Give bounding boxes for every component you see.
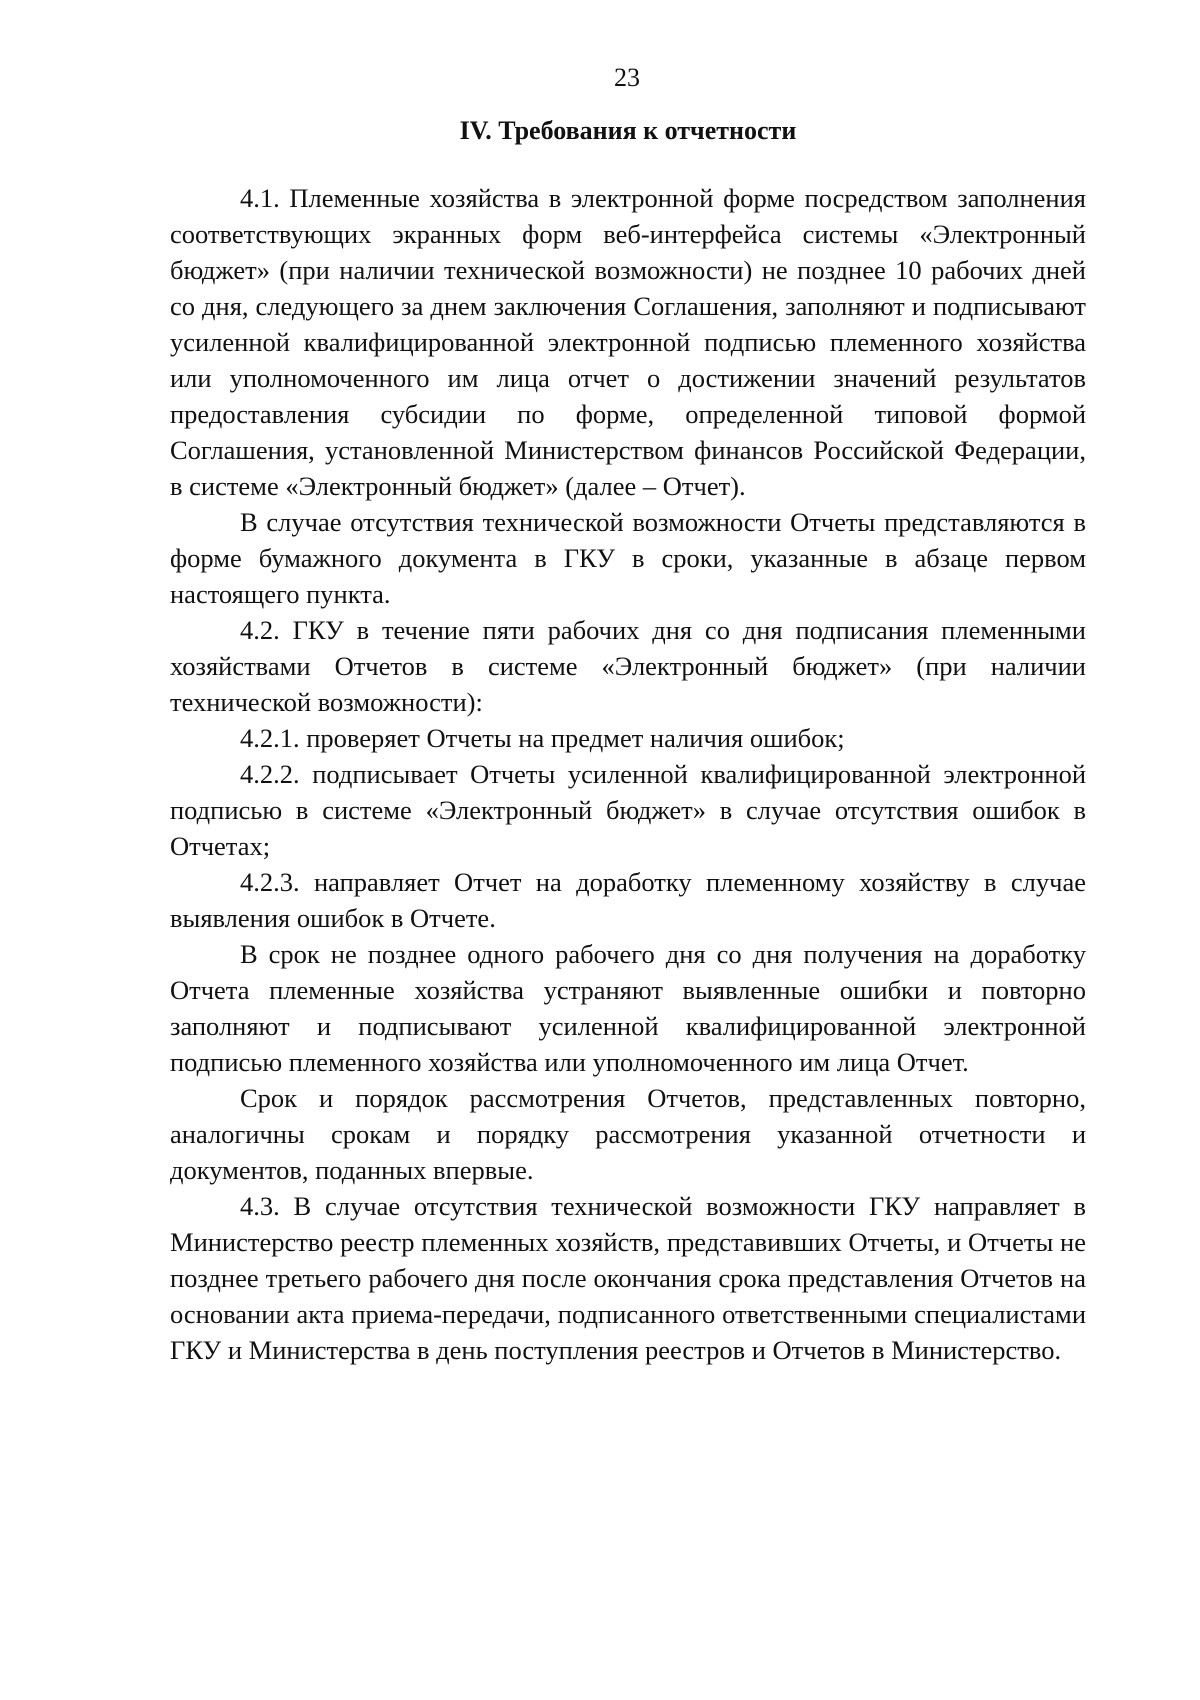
paragraph-review-terms: Срок и порядок рассмотрения Отчетов, представленных повторно, аналогичны срокам и порядку рассмотрения указанной отчетности и документов, поданных впервые. bbox=[170, 1083, 1086, 1185]
paragraph-4-2-3: 4.2.3. направляет Отчет на доработку племенному хозяйству в случае выявления ошибок в Отчете. bbox=[170, 867, 1086, 933]
paragraph-4-3: 4.3. В случае отсутствия технической возможности ГКУ направляет в Министерство реестр племенных хозяйств, представивших Отчеты, и Отчеты не позднее третьего рабочего дня после окончания срока представления Отчетов на основании акта приема-передачи, подписанного ответственными специалистами ГКУ и Министерства в день поступления реестров и Отчетов в Министерство. bbox=[170, 1191, 1086, 1365]
paragraph-4-1: 4.1. Племенные хозяйства в электронной форме посредством заполнения соответствующих экранных форм веб-интерфейса системы «Электронный бюджет» (при наличии технической возможности) не позднее 10 рабочих дней со дня, следующего за днем заключения Соглашения, заполняют и подписывают усиленной квалифицированной электронной подписью племенного хозяйства или уполномоченного им лица отчет о достижении значений результатов предоставления субсидии по форме, определенной типовой формой Соглашения, установленной Министерством финансов Российской Федерации, в системе «Электронный бюджет» (далее – Отчет). bbox=[170, 183, 1086, 501]
paragraph-4-2-2: 4.2.2. подписывает Отчеты усиленной квалифицированной электронной подписью в системе «Электронный бюджет» в случае отсутствия ошибок в Отчетах; bbox=[170, 759, 1086, 861]
page-number: 23 bbox=[614, 63, 640, 92]
section-heading: IV. Требования к отчетности bbox=[459, 116, 797, 145]
paragraph-4-2: 4.2. ГКУ в течение пяти рабочих дня со дня подписания племенными хозяйствами Отчетов в системе «Электронный бюджет» (при наличии технической возможности): bbox=[170, 615, 1086, 717]
paragraph-rework: В срок не позднее одного рабочего дня со дня получения на доработку Отчета племенные хозяйства устраняют выявленные ошибки и повторно заполняют и подписывают усиленной квалифицированной электронной подписью племенного хозяйства или уполномоченного им лица Отчет. bbox=[170, 939, 1086, 1077]
document-body bbox=[170, 180, 1086, 1368]
paragraph-4-2-1: 4.2.1. проверяет Отчеты на предмет наличия ошибок; bbox=[240, 723, 845, 753]
paragraph-no-tech: В случае отсутствия технической возможности Отчеты представляются в форме бумажного документа в ГКУ в сроки, указанные в абзаце первом настоящего пункта. bbox=[170, 507, 1086, 609]
